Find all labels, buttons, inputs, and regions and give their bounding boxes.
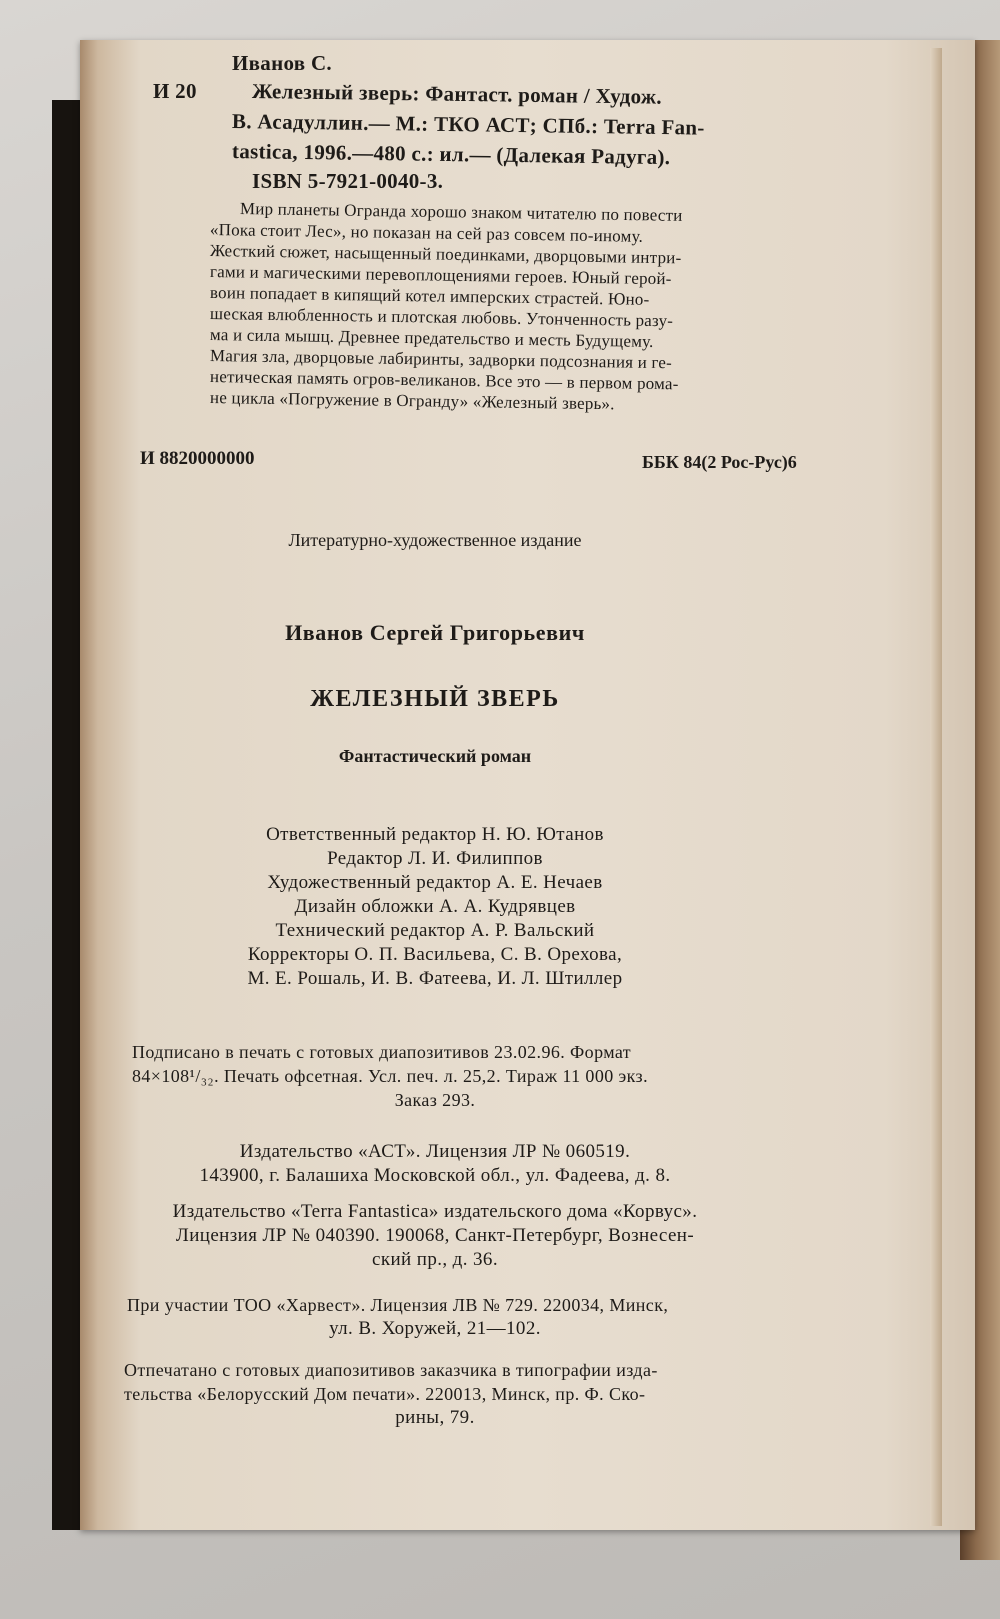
book-genre: Фантастический роман — [338, 746, 532, 766]
publisher-ast-line: Издательство «АСТ». Лицензия ЛР № 060519. — [239, 1141, 631, 1162]
annotation-line: «Пока стоит Лес», но показан на сей раз совсем по-иному. — [209, 220, 644, 246]
printed-by-line: тельства «Белорусский Дом печати». 220013, Минск, пр. Ф. Ско- — [124, 1384, 646, 1404]
annotation-line: гами и магическими перевоплощениями героев. Юный герой- — [209, 262, 672, 289]
credit-line: Корректоры О. П. Васильева, С. В. Орехова, — [247, 944, 623, 965]
code-bbk: ББК 84(2 Рос-Рус)6 — [642, 452, 797, 472]
credit-line: Художественный редактор А. Е. Нечаев — [267, 872, 603, 893]
annotation-line: Жесткий сюжет, насыщенный поединками, дворцовыми интри- — [209, 241, 682, 268]
print-info-line: Заказ 293. — [394, 1090, 476, 1110]
publisher-terra-line: ский пр., д. 36. — [372, 1249, 498, 1270]
catalog-index: И 20 — [153, 79, 197, 103]
credit-line: Редактор Л. И. Филиппов — [327, 848, 543, 869]
page-edge — [930, 48, 942, 1526]
catalog-line: Железный зверь: Фантаст. роман / Худож. — [251, 79, 663, 109]
code-left: И 8820000000 — [140, 448, 255, 469]
annotation-line: Мир планеты Огранда хорошо знаком читателю по повести — [239, 199, 683, 225]
credit-line: Дизайн обложки А. А. Кудрявцев — [294, 896, 576, 917]
annotation-line: шеская влюбленность и плотская любовь. Утонченность разу- — [209, 304, 674, 331]
catalog-line: В. Асадуллин.— М.: ТКО АСТ; СПб.: Terra Fan- — [231, 109, 705, 140]
credit-line: Технический редактор А. Р. Вальский — [275, 920, 595, 941]
publisher-terra-line: Издательство «Terra Fantastica» издательского дома «Корвус». — [172, 1201, 698, 1222]
catalog-author: Иванов С. — [232, 51, 332, 75]
book-title: ЖЕЛЕЗНЫЙ ЗВЕРЬ — [310, 686, 560, 712]
participation-line: При участии ТОО «Харвест». Лицензия ЛВ № 729. 220034, Минск, — [127, 1295, 669, 1315]
annotation-line: нетическая память огров-великанов. Все это — в первом рома- — [209, 367, 679, 394]
printed-by-line: Отпечатано с готовых диапозитивов заказчика в типографии изда- — [124, 1360, 658, 1380]
annotation-line: не цикла «Погружение в Огранду» «Железный зверь». — [209, 388, 615, 414]
edition-type: Литературно-художественное издание — [288, 530, 582, 550]
credit-line: Ответственный редактор Н. Ю. Ютанов — [266, 824, 604, 845]
annotation-line: воин попадает в кипящий котел имперских страстей. Юно- — [209, 283, 650, 309]
printed-by-line: рины, 79. — [395, 1407, 475, 1428]
participation-line: ул. В. Хоружей, 21—102. — [329, 1318, 541, 1339]
author-full-name: Иванов Сергей Григорьевич — [285, 620, 585, 645]
print-info-line: 84×108¹/₃₂. Печать офсетная. Усл. печ. л. 25,2. Тираж 11 000 экз. — [132, 1066, 648, 1086]
credit-line: М. Е. Рошаль, И. В. Фатеева, И. Л. Штиллер — [247, 968, 623, 989]
publisher-terra-line: Лицензия ЛР № 040390. 190068, Санкт-Петербург, Вознесен- — [175, 1225, 695, 1246]
catalog-isbn: ISBN 5-7921-0040-3. — [252, 169, 444, 193]
publisher-ast-line: 143900, г. Балашиха Московской обл., ул. Фадеева, д. 8. — [199, 1165, 671, 1186]
print-info-line: Подписано в печать с готовых диапозитивов 23.02.96. Формат — [132, 1042, 632, 1062]
catalog-line: tastica, 1996.—480 с.: ил.— (Далекая Радуга). — [231, 139, 671, 170]
annotation-line: Магия зла, дворцовые лабиринты, задворки подсознания и ге- — [209, 346, 673, 373]
annotation-line: ма и сила мышц. Древнее предательство и месть Будущему. — [209, 325, 654, 351]
